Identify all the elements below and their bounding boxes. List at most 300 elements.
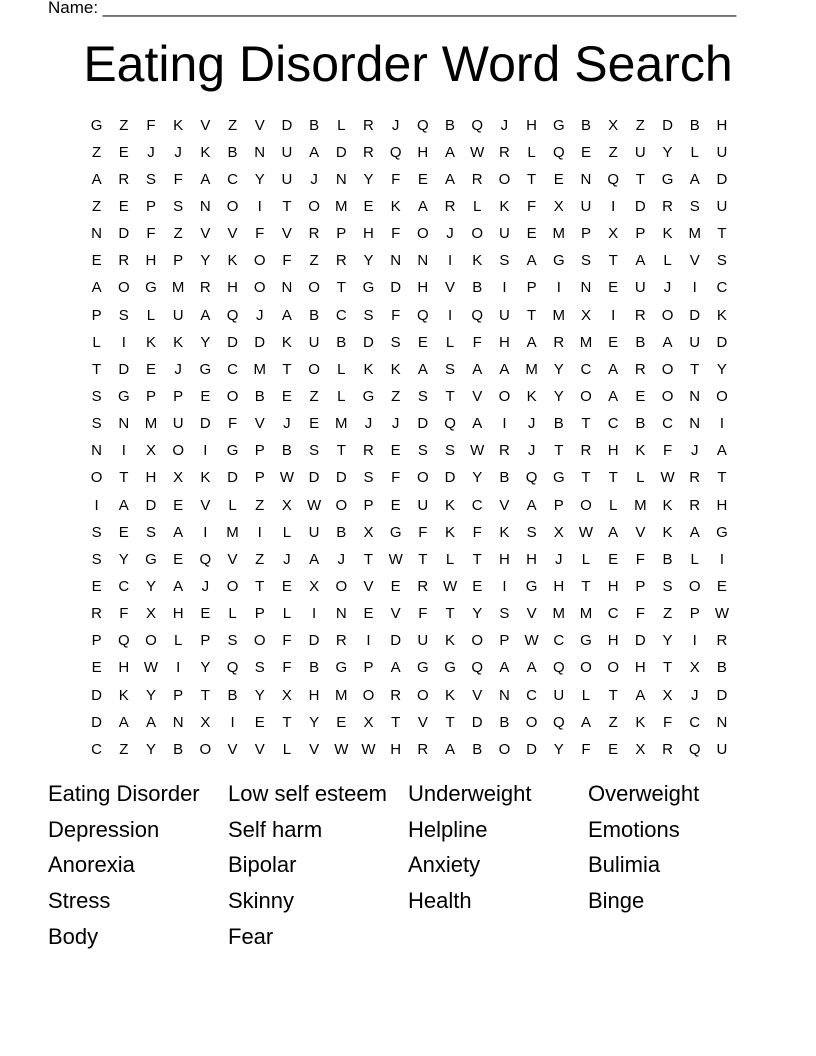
grid-letter: G	[362, 387, 375, 405]
grid-letter: O	[117, 279, 130, 297]
grid-letter: M	[552, 225, 566, 243]
grid-letter: E	[281, 577, 292, 595]
grid-letter: D	[444, 469, 456, 487]
grid-letter: K	[227, 252, 238, 270]
grid-letter: J	[663, 279, 672, 297]
grid-letter: Q	[226, 306, 239, 324]
grid-letter: P	[173, 387, 184, 405]
grid-letter: L	[92, 333, 101, 351]
grid-letter: V	[254, 740, 265, 758]
grid-letter: B	[662, 550, 673, 568]
grid-letter: H	[526, 116, 538, 134]
grid-letter: V	[472, 387, 483, 405]
grid-letter: R	[390, 686, 402, 704]
grid-letter: D	[335, 469, 347, 487]
word-list-item: Emotions	[588, 816, 680, 842]
grid-letter: H	[607, 632, 619, 650]
grid-letter: K	[526, 387, 537, 405]
grid-letter: R	[498, 143, 510, 161]
grid-letter: O	[226, 197, 239, 215]
grid-letter: F	[527, 197, 537, 215]
grid-letter: Q	[417, 116, 429, 134]
word-list-item: Bipolar	[228, 852, 297, 878]
grid-letter: L	[690, 143, 699, 161]
grid-letter: T	[554, 442, 564, 460]
grid-letter: L	[445, 333, 455, 351]
grid-letter: R	[417, 740, 429, 758]
grid-letter: B	[254, 387, 265, 405]
grid-letter: E	[173, 550, 184, 568]
grid-row	[83, 356, 736, 383]
grid-letter: M	[552, 605, 566, 623]
grid-letter: A	[145, 713, 156, 731]
grid-letter: C	[471, 496, 483, 514]
grid-letter: S	[445, 442, 456, 460]
grid-letter: A	[499, 360, 510, 378]
grid-letter: J	[446, 225, 454, 243]
grid-letter: L	[337, 116, 346, 134]
grid-letter: R	[363, 143, 374, 161]
grid-letter: V	[309, 740, 320, 758]
grid-letter: F	[472, 523, 482, 541]
grid-letter: V	[200, 496, 211, 514]
grid-letter: H	[172, 605, 184, 623]
grid-letter: V	[417, 713, 428, 731]
grid-letter: D	[308, 632, 320, 650]
grid-letter: L	[527, 143, 536, 161]
grid-letter: N	[498, 686, 510, 704]
grid-letter: K	[445, 523, 456, 541]
grid-letter: T	[282, 197, 292, 215]
grid-letter: J	[283, 550, 291, 568]
grid-letter: S	[662, 577, 673, 595]
grid-letter: P	[173, 252, 184, 270]
grid-letter: A	[526, 496, 537, 514]
grid-row	[83, 519, 736, 546]
grid-letter: I	[611, 197, 616, 215]
grid-letter: E	[472, 577, 483, 595]
grid-letter: R	[363, 442, 374, 460]
grid-letter: E	[118, 197, 129, 215]
grid-letter: S	[91, 415, 102, 433]
grid-letter: A	[173, 577, 184, 595]
grid-row	[83, 221, 736, 248]
grid-letter: L	[581, 686, 591, 704]
grid-letter: L	[337, 387, 346, 405]
grid-letter: S	[499, 605, 510, 623]
grid-letter: A	[445, 740, 456, 758]
grid-row	[83, 682, 736, 709]
grid-letter: B	[281, 442, 292, 460]
grid-letter: T	[717, 225, 727, 243]
grid-letter: O	[525, 713, 538, 731]
grid-letter: A	[91, 170, 102, 188]
grid-letter: E	[608, 740, 619, 758]
grid-letter: D	[689, 306, 701, 324]
grid-letter: N	[390, 252, 402, 270]
grid-letter: R	[91, 605, 103, 623]
word-list-item: Helpline	[408, 816, 488, 842]
grid-letter: R	[417, 577, 429, 595]
grid-letter: K	[499, 197, 510, 215]
grid-letter: O	[471, 632, 484, 650]
grid-letter: O	[145, 632, 157, 650]
grid-letter: G	[389, 523, 402, 541]
grid-letter: K	[390, 197, 401, 215]
grid-letter: F	[391, 225, 401, 243]
grid-letter: W	[307, 496, 322, 514]
grid-letter: P	[254, 442, 265, 460]
grid-letter: A	[608, 360, 619, 378]
grid-letter: M	[226, 523, 239, 541]
grid-letter: X	[689, 659, 700, 677]
grid-letter: R	[199, 279, 211, 297]
grid-row	[83, 275, 736, 302]
grid-letter: V	[254, 116, 265, 134]
grid-row	[83, 383, 736, 410]
grid-letter: S	[417, 387, 428, 405]
grid-letter: M	[144, 415, 158, 433]
grid-letter: N	[716, 713, 728, 731]
grid-letter: U	[716, 197, 728, 215]
grid-letter: O	[661, 360, 674, 378]
grid-letter: T	[255, 577, 265, 595]
grid-letter: Q	[688, 740, 701, 758]
grid-letter: G	[117, 387, 130, 405]
grid-letter: S	[254, 659, 265, 677]
grid-letter: P	[336, 225, 347, 243]
grid-letter: G	[145, 279, 157, 297]
grid-letter: F	[282, 659, 292, 677]
grid-letter: S	[390, 333, 401, 351]
grid-letter: B	[499, 713, 510, 731]
grid-letter: O	[580, 659, 592, 677]
grid-letter: R	[335, 632, 347, 650]
grid-letter: D	[118, 360, 130, 378]
grid-letter: W	[143, 659, 159, 677]
grid-letter: F	[635, 605, 645, 623]
grid-letter: E	[118, 143, 129, 161]
grid-letter: V	[526, 605, 537, 623]
grid-letter: F	[391, 170, 401, 188]
grid-letter: W	[578, 523, 594, 541]
grid-letter: C	[553, 632, 565, 650]
grid-letter: L	[473, 197, 482, 215]
grid-letter: A	[689, 523, 700, 541]
grid-letter: G	[552, 469, 565, 487]
grid-row	[83, 709, 736, 736]
grid-letter: F	[282, 252, 292, 270]
grid-letter: H	[118, 659, 130, 677]
grid-letter: V	[499, 496, 510, 514]
grid-letter: K	[635, 442, 646, 460]
grid-letter: I	[94, 496, 99, 514]
grid-letter: Y	[553, 740, 564, 758]
grid-letter: O	[226, 387, 239, 405]
grid-letter: K	[363, 360, 374, 378]
grid-letter: L	[173, 632, 183, 650]
grid-letter: N	[254, 143, 266, 161]
grid-letter: D	[118, 225, 130, 243]
grid-letter: P	[91, 632, 102, 650]
grid-letter: K	[173, 333, 184, 351]
grid-letter: D	[199, 415, 211, 433]
grid-letter: X	[635, 740, 646, 758]
grid-letter: W	[470, 442, 485, 460]
grid-letter: D	[634, 632, 646, 650]
grid-letter: Z	[309, 252, 319, 270]
grid-letter: T	[717, 469, 727, 487]
grid-letter: N	[417, 252, 429, 270]
grid-letter: D	[335, 143, 347, 161]
grid-letter: K	[662, 523, 673, 541]
grid-letter: U	[716, 740, 728, 758]
grid-letter: I	[366, 632, 371, 650]
grid-letter: F	[391, 306, 401, 324]
grid-letter: J	[690, 686, 699, 704]
grid-letter: T	[662, 659, 673, 677]
grid-letter: B	[635, 415, 646, 433]
grid-letter: D	[254, 333, 266, 351]
grid-row	[83, 655, 736, 682]
grid-letter: B	[309, 306, 320, 324]
grid-letter: V	[689, 252, 700, 270]
grid-letter: A	[635, 686, 646, 704]
grid-letter: A	[200, 306, 211, 324]
grid-letter: O	[362, 686, 375, 704]
grid-letter: Q	[117, 632, 130, 650]
grid-letter: E	[580, 143, 591, 161]
grid-letter: D	[227, 333, 238, 351]
grid-letter: B	[227, 143, 238, 161]
grid-letter: E	[309, 415, 320, 433]
grid-letter: X	[200, 713, 211, 731]
grid-letter: J	[391, 116, 400, 134]
grid-letter: K	[445, 686, 456, 704]
grid-row	[83, 411, 736, 438]
grid-letter: Q	[552, 713, 565, 731]
grid-letter: A	[608, 523, 619, 541]
grid-letter: T	[581, 577, 591, 595]
grid-letter: T	[92, 360, 102, 378]
grid-letter: U	[634, 279, 646, 297]
grid-letter: T	[336, 279, 346, 297]
grid-row	[83, 736, 736, 763]
grid-letter: T	[445, 605, 455, 623]
grid-letter: R	[363, 116, 374, 134]
grid-letter: T	[282, 713, 292, 731]
grid-letter: B	[499, 469, 510, 487]
grid-letter: Y	[662, 632, 673, 650]
grid-letter: O	[716, 387, 728, 405]
grid-letter: T	[119, 469, 129, 487]
grid-letter: B	[309, 116, 320, 134]
grid-letter: L	[337, 360, 346, 378]
grid-letter: Y	[716, 360, 727, 378]
grid-letter: B	[309, 659, 320, 677]
grid-row	[83, 166, 736, 193]
grid-letter: R	[662, 740, 673, 758]
word-list-item: Body	[48, 923, 99, 949]
grid-letter: A	[309, 550, 320, 568]
grid-letter: N	[281, 279, 293, 297]
grid-letter: A	[635, 252, 646, 270]
grid-letter: E	[91, 577, 102, 595]
grid-letter: O	[199, 740, 212, 758]
grid-letter: W	[334, 740, 349, 758]
grid-letter: R	[689, 496, 701, 514]
grid-letter: U	[172, 306, 184, 324]
grid-letter: V	[227, 550, 238, 568]
grid-letter: Y	[363, 252, 374, 270]
grid-row	[83, 492, 736, 519]
grid-letter: S	[173, 197, 184, 215]
grid-letter: Y	[309, 713, 320, 731]
grid-letter: O	[498, 740, 511, 758]
grid-letter: G	[716, 523, 728, 541]
grid-letter: K	[145, 333, 156, 351]
grid-letter: F	[255, 225, 265, 243]
grid-letter: I	[121, 333, 126, 351]
grid-letter: F	[227, 415, 238, 433]
grid-letter: H	[308, 686, 320, 704]
grid-letter: F	[119, 605, 129, 623]
grid-letter: J	[337, 550, 346, 568]
grid-letter: A	[309, 143, 320, 161]
grid-letter: L	[608, 496, 618, 514]
grid-letter: P	[526, 279, 537, 297]
grid-letter: O	[308, 279, 320, 297]
grid-letter: I	[692, 279, 697, 297]
grid-letter: Y	[254, 170, 265, 188]
grid-letter: M	[688, 225, 701, 243]
grid-letter: J	[500, 116, 509, 134]
grid-letter: Q	[417, 306, 429, 324]
grid-letter: T	[391, 713, 401, 731]
grid-row	[83, 438, 736, 465]
grid-letter: J	[690, 442, 699, 460]
grid-letter: W	[714, 605, 729, 623]
grid-letter: H	[145, 252, 157, 270]
grid-letter: L	[282, 740, 292, 758]
grid-letter: H	[634, 659, 646, 677]
grid-letter: I	[502, 415, 507, 433]
grid-letter: Z	[255, 550, 265, 568]
grid-letter: W	[388, 550, 403, 568]
grid-letter: Q	[389, 143, 402, 161]
grid-letter: S	[363, 469, 374, 487]
grid-letter: C	[607, 605, 619, 623]
grid-letter: R	[662, 197, 673, 215]
grid-letter: G	[90, 116, 103, 134]
grid-letter: L	[636, 469, 645, 487]
grid-letter: H	[417, 279, 429, 297]
grid-letter: C	[91, 740, 103, 758]
grid-letter: K	[281, 333, 292, 351]
grid-letter: Y	[200, 659, 211, 677]
grid-letter: E	[200, 605, 211, 623]
grid-letter: O	[253, 252, 266, 270]
grid-letter: J	[174, 360, 182, 378]
grid-letter: X	[662, 686, 673, 704]
grid-letter: O	[607, 659, 619, 677]
grid-letter: K	[200, 143, 211, 161]
grid-letter: Q	[226, 659, 239, 677]
grid-letter: T	[608, 469, 618, 487]
word-list-item: Low self esteem	[228, 781, 387, 806]
grid-letter: E	[254, 713, 265, 731]
grid-letter: P	[553, 496, 564, 514]
grid-letter: N	[199, 197, 211, 215]
grid-letter: Z	[119, 740, 129, 758]
grid-letter: S	[145, 170, 156, 188]
grid-letter: H	[145, 469, 157, 487]
grid-letter: D	[308, 469, 320, 487]
grid-letter: Q	[444, 415, 456, 433]
grid-letter: U	[172, 415, 184, 433]
grid-letter: B	[472, 279, 483, 297]
grid-letter: P	[254, 469, 265, 487]
grid-letter: M	[335, 415, 348, 433]
grid-letter: E	[118, 523, 129, 541]
grid-letter: A	[118, 496, 129, 514]
grid-letter: B	[553, 415, 564, 433]
grid-letter: Q	[199, 550, 212, 568]
grid-letter: L	[663, 252, 672, 270]
grid-letter: U	[498, 225, 510, 243]
grid-letter: F	[418, 605, 428, 623]
grid-letter: O	[688, 577, 701, 595]
grid-letter: O	[253, 632, 266, 650]
grid-letter: I	[447, 252, 453, 270]
grid-letter: A	[608, 387, 619, 405]
grid-letter: T	[527, 170, 537, 188]
grid-letter: H	[553, 577, 565, 595]
grid-letter: P	[635, 225, 646, 243]
grid-letter: T	[690, 360, 700, 378]
grid-letter: V	[281, 225, 292, 243]
grid-letter: U	[498, 306, 510, 324]
grid-letter: X	[309, 577, 320, 595]
grid-letter: I	[312, 605, 317, 623]
grid-letter: X	[281, 496, 292, 514]
grid-letter: U	[634, 143, 646, 161]
grid-letter: J	[147, 143, 155, 161]
grid-letter: E	[608, 333, 619, 351]
word-list	[48, 778, 768, 956]
grid-letter: O	[471, 225, 484, 243]
grid-letter: F	[173, 170, 183, 188]
grid-letter: P	[635, 577, 646, 595]
grid-letter: T	[581, 469, 591, 487]
grid-letter: O	[308, 197, 320, 215]
grid-letter: G	[661, 170, 674, 188]
letter-grid	[83, 112, 736, 763]
grid-letter: T	[445, 387, 455, 405]
grid-letter: X	[145, 442, 156, 460]
grid-letter: G	[525, 577, 538, 595]
grid-letter: E	[200, 387, 211, 405]
grid-letter: L	[146, 306, 156, 324]
grid-letter: N	[689, 387, 701, 405]
grid-letter: A	[716, 442, 727, 460]
grid-letter: F	[146, 116, 156, 134]
grid-letter: W	[660, 469, 675, 487]
grid-letter: M	[335, 686, 348, 704]
grid-letter: R	[308, 225, 320, 243]
grid-letter: O	[661, 306, 674, 324]
grid-letter: A	[445, 143, 456, 161]
